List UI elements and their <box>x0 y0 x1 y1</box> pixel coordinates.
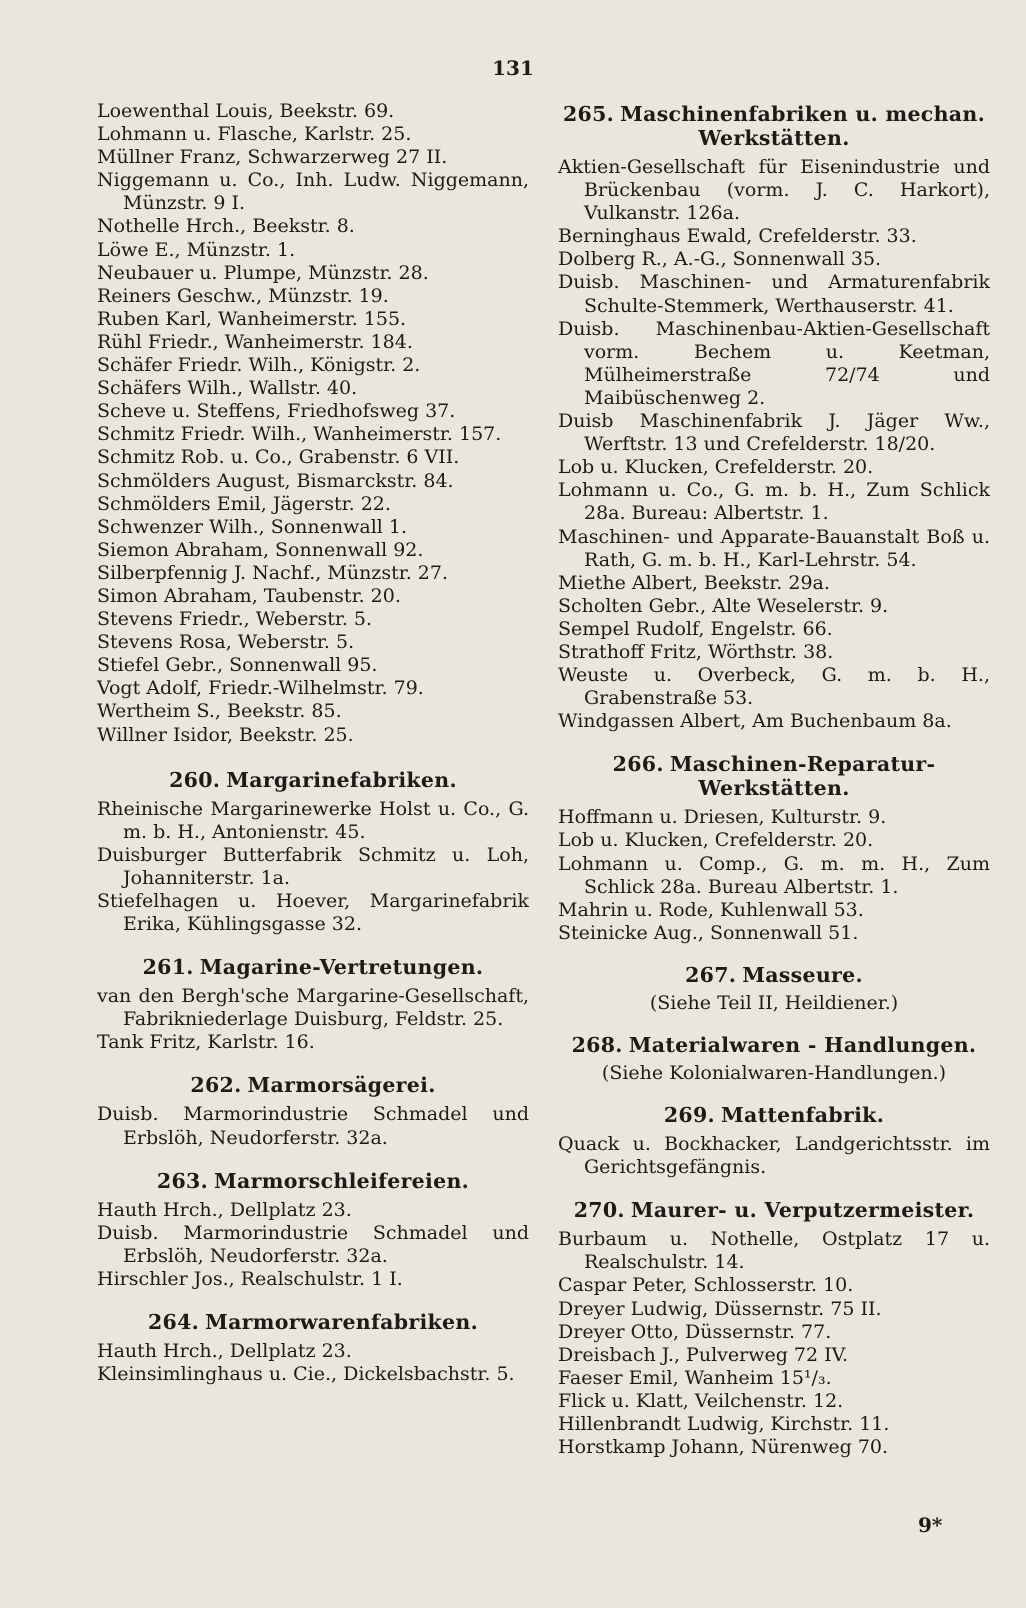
list-item: Schmitz Rob. u. Co., Grabenstr. 6 VII. <box>97 446 460 469</box>
section-title: Mattenfabrik. <box>721 1103 885 1128</box>
right-column <box>558 100 990 1459</box>
list-item: Duisb. Marmorindustrie Schmadel und Erbslöh, Neudorferstr. 32a. <box>97 1221 529 1267</box>
list-item: Burbaum u. Nothelle, Ostplatz 17 u. Realschulstr. 14. <box>558 1228 990 1274</box>
list-item: Schäfer Friedr. Wilh., Königstr. 2. <box>97 354 421 377</box>
list-item: Caspar Peter, Schlosserstr. 10. <box>558 1274 854 1297</box>
section-264 <box>97 1310 529 1386</box>
list-item: Hoffmann u. Driesen, Kulturstr. 9. <box>558 806 887 829</box>
list-item: Lohmann u. Comp., G. m. m. H., Zum Schlick 28a. Bureau Albertstr. 1. <box>558 852 990 898</box>
section-heading <box>97 955 529 979</box>
section-number: 265. <box>562 102 615 126</box>
list-item: Lob u. Klucken, Crefelderstr. 20. <box>558 456 874 479</box>
list-item: Schmölders Emil, Jägerstr. 22. <box>97 492 391 515</box>
list-item: Stevens Friedr., Weberstr. 5. <box>97 608 373 631</box>
list-item: Hirschler Jos., Realschulstr. 1 I. <box>97 1267 403 1290</box>
list-item: Hillenbrandt Ludwig, Kirchstr. 11. <box>558 1413 890 1436</box>
list-item: Windgassen Albert, Am Buchenbaum 8a. <box>558 710 952 733</box>
list-item: Duisb Maschinenfabrik J. Jäger Ww., Werftstr. 13 und Crefelderstr. 18/20. <box>558 410 990 456</box>
section-heading <box>97 1073 529 1097</box>
continued-entries <box>97 100 529 747</box>
section-title: Marmorsägerei. <box>247 1073 436 1098</box>
list-item: Aktien-Gesellschaft für Eisenindustrie und Brückenbau (vorm. J. C. Harkort), Vulkanstr. 126a. <box>558 156 990 225</box>
list-item: van den Bergh'sche Margarine-Gesellschaft, Fabrikniederlage Duisburg, Feldstr. 25. <box>97 985 529 1031</box>
list-item: Dreisbach J., Pulverweg 72 IV. <box>558 1343 849 1366</box>
list-item: Steinicke Aug., Sonnenwall 51. <box>558 921 859 944</box>
list-item: Berninghaus Ewald, Crefelderstr. 33. <box>558 225 917 248</box>
section-heading <box>558 963 990 987</box>
section-title: Maurer- u. Verputzermeister. <box>630 1198 975 1223</box>
section-title: Maschinenfabriken u. mechan. Werkstätten. <box>620 102 986 150</box>
section-number: 270. <box>573 1198 625 1223</box>
list-item: Willner Isidor, Beekstr. 25. <box>97 723 354 746</box>
list-item: Sempel Rudolf, Engelstr. 66. <box>558 617 833 640</box>
list-item: Maschinen- und Apparate-Bauanstalt Boß u. Rath, G. m. b. H., Karl-Lehrstr. 54. <box>558 525 990 571</box>
section-heading <box>97 1310 529 1334</box>
list-item: Lohmann u. Flasche, Karlstr. 25. <box>97 123 412 146</box>
list-item: Duisb. Maschinen- und Armaturenfabrik Schulte-Stemmerk, Werthauserstr. 41. <box>558 271 990 317</box>
list-item: Vogt Adolf, Friedr.-Wilhelmstr. 79. <box>97 677 424 700</box>
list-item: Silberpfennig J. Nachf., Münzstr. 27. <box>97 561 448 584</box>
list-item: Siemon Abraham, Sonnenwall 92. <box>97 538 424 561</box>
list-item: Stiefel Gebr., Sonnenwall 95. <box>97 654 378 677</box>
signature-mark: 9* <box>918 1513 943 1537</box>
list-item: Scheve u. Steffens, Friedhofsweg 37. <box>97 400 456 423</box>
section-heading <box>97 1169 529 1193</box>
list-item: Hauth Hrch., Dellplatz 23. <box>97 1340 352 1363</box>
section-260 <box>97 768 529 937</box>
list-item: Dreyer Ludwig, Düssernstr. 75 II. <box>558 1297 882 1320</box>
list-item: Nothelle Hrch., Beekstr. 8. <box>97 215 355 238</box>
section-270 <box>558 1198 990 1459</box>
section-269 <box>558 1103 990 1179</box>
list-item: Neubauer u. Plumpe, Münzstr. 28. <box>97 261 429 284</box>
section-number: 262. <box>190 1073 242 1098</box>
list-item: Stiefelhagen u. Hoever, Margarinefabrik Erika, Kühlingsgasse 32. <box>97 890 529 936</box>
list-item: Schmölders August, Bismarckstr. 84. <box>97 469 454 492</box>
section-title: Magarine-Vertretungen. <box>199 955 484 980</box>
list-item: Lohmann u. Co., G. m. b. H., Zum Schlick 28a. Bureau: Albertstr. 1. <box>558 479 990 525</box>
left-column <box>97 100 529 1386</box>
section-heading <box>558 1033 990 1057</box>
list-item: Mahrin u. Rode, Kuhlenwall 53. <box>558 898 864 921</box>
list-item: Rheinische Margarinewerke Holst u. Co., G. m. b. H., Antonienstr. 45. <box>97 797 529 843</box>
list-item: Rühl Friedr., Wanheimerstr. 184. <box>97 330 413 353</box>
section-265 <box>558 102 990 733</box>
list-item: Hauth Hrch., Dellplatz 23. <box>97 1198 352 1221</box>
list-item: Müllner Franz, Schwarzerweg 27 II. <box>97 146 448 169</box>
section-number: 267. <box>685 962 737 987</box>
list-item: Stevens Rosa, Weberstr. 5. <box>97 631 355 654</box>
list-item: Faeser Emil, Wanheim 15¹/₃. <box>558 1366 832 1389</box>
list-item: Duisb. Maschinenbau-Aktien-Gesellschaft vorm. Bechem u. Keetman, Mülheimerstraße 72/74 und Maibüschenweg 2. <box>558 317 990 409</box>
section-262 <box>97 1073 529 1149</box>
list-item: Scholten Gebr., Alte Weselerstr. 9. <box>558 594 889 617</box>
list-item: Ruben Karl, Wanheimerstr. 155. <box>97 307 407 330</box>
list-item: Lob u. Klucken, Crefelderstr. 20. <box>558 829 874 852</box>
list-item: Niggemann u. Co., Inh. Ludw. Niggemann, Münzstr. 9 I. <box>97 169 529 215</box>
section-number: 268. <box>571 1033 623 1057</box>
section-268 <box>558 1033 990 1085</box>
section-title: Margarinefabriken. <box>226 767 457 792</box>
section-heading <box>558 1198 990 1222</box>
list-item: Duisburger Butterfabrik Schmitz u. Loh, Johanniterstr. 1a. <box>97 843 529 889</box>
list-item: Flick u. Klatt, Veilchenstr. 12. <box>558 1389 844 1412</box>
section-267 <box>558 963 990 1015</box>
section-title: Materialwaren - Handlungen. <box>628 1033 977 1057</box>
list-item: Löwe E., Münzstr. 1. <box>97 238 296 261</box>
list-item: Miethe Albert, Beekstr. 29a. <box>558 571 830 594</box>
list-item: Quack u. Bockhacker, Landgerichtsstr. im Gerichtsgefängnis. <box>558 1133 990 1179</box>
section-heading <box>558 752 990 800</box>
list-item: Simon Abraham, Taubenstr. 20. <box>97 584 401 607</box>
list-item: Reiners Geschw., Münzstr. 19. <box>97 284 389 307</box>
section-title: Marmorwarenfabriken. <box>205 1310 479 1335</box>
list-item: Kleinsimlinghaus u. Cie., Dickelsbachstr. 5. <box>97 1363 515 1386</box>
list-item: Wertheim S., Beekstr. 85. <box>97 700 342 723</box>
section-number: 260. <box>169 767 221 792</box>
section-number: 261. <box>142 955 194 980</box>
section-heading <box>97 768 529 792</box>
section-heading <box>558 102 990 150</box>
section-title: Maschinen-Reparatur-Werkstätten. <box>669 752 936 801</box>
section-261 <box>97 955 529 1054</box>
list-item: Dreyer Otto, Düssernstr. 77. <box>558 1320 832 1343</box>
section-title: Masseure. <box>742 962 863 987</box>
list-item: Tank Fritz, Karlstr. 16. <box>97 1031 315 1054</box>
list-item: Loewenthal Louis, Beekstr. 69. <box>97 100 395 122</box>
section-263 <box>97 1169 529 1291</box>
list-item: Strathoff Fritz, Wörthstr. 38. <box>558 640 834 663</box>
list-item: Dolberg R., A.-G., Sonnenwall 35. <box>558 248 882 271</box>
section-title: Marmorschleifereien. <box>214 1168 470 1193</box>
list-item: Schmitz Friedr. Wilh., Wanheimerstr. 157. <box>97 423 502 446</box>
page-number: 131 <box>492 56 534 80</box>
section-number: 264. <box>147 1310 200 1335</box>
section-heading <box>558 1103 990 1127</box>
cross-reference-note: (Siehe Teil II, Heildiener.) <box>649 991 899 1014</box>
list-item: Schäfers Wilh., Wallstr. 40. <box>97 377 358 400</box>
section-number: 266. <box>612 752 664 777</box>
list-item: Duisb. Marmorindustrie Schmadel und Erbslöh, Neudorferstr. 32a. <box>97 1103 529 1149</box>
list-item: Horstkamp Johann, Nürenweg 70. <box>558 1436 889 1459</box>
section-266 <box>558 752 990 945</box>
section-number: 263. <box>156 1168 209 1193</box>
cross-reference-note: (Siehe Kolonialwaren-Handlungen.) <box>601 1062 947 1084</box>
list-item: Schwenzer Wilh., Sonnenwall 1. <box>97 515 408 538</box>
list-item: Weuste u. Overbeck, G. m. b. H., Grabenstraße 53. <box>558 664 990 710</box>
section-number: 269. <box>663 1103 715 1128</box>
